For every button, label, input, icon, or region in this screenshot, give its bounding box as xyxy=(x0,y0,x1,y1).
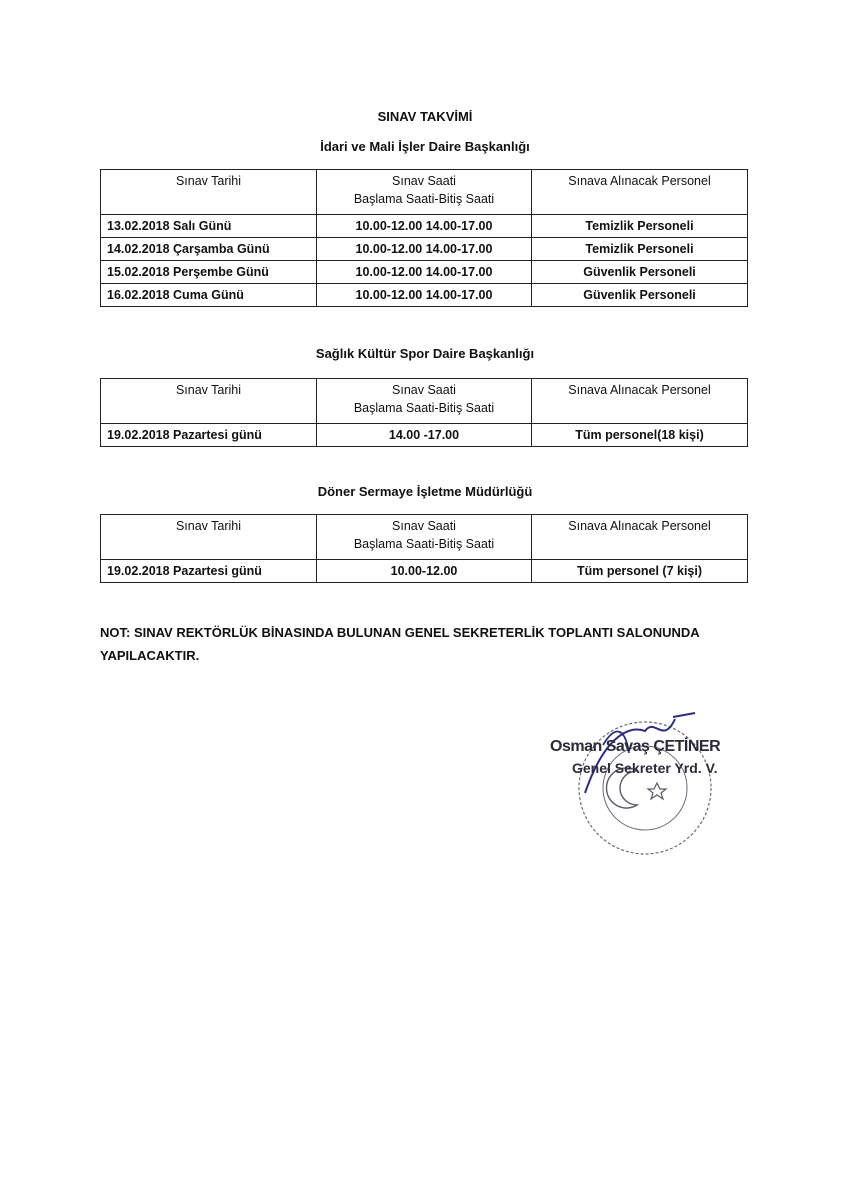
cell-time: 10.00-12.00 14.00-17.00 xyxy=(317,215,532,238)
signatory-name: Osman Savaş ÇETİNER xyxy=(550,738,721,755)
column-header-time xyxy=(317,515,532,560)
table-header-row xyxy=(101,379,748,424)
section-heading-idari: İdari ve Mali İşler Daire Başkanlığı xyxy=(320,139,530,154)
signatory-role: Genel Sekreter Yrd. V. xyxy=(572,760,718,776)
column-header-time-line1: Sınav Saati xyxy=(392,174,456,188)
table-header-row xyxy=(101,515,748,560)
column-header-time-line2: Başlama Saati-Bitiş Saati xyxy=(353,537,495,551)
cell-date: 15.02.2018 Perşembe Günü xyxy=(101,261,317,284)
schedule-table-idari xyxy=(100,169,748,307)
cell-staff: Temizlik Personeli xyxy=(532,238,748,261)
column-header-time xyxy=(317,170,532,215)
cell-staff: Temizlik Personeli xyxy=(532,215,748,238)
table-header-row xyxy=(101,170,748,215)
exam-location-note xyxy=(100,621,740,667)
schedule-table-saglik xyxy=(100,378,748,447)
cell-date: 19.02.2018 Pazartesi günü xyxy=(101,424,317,447)
cell-time: 10.00-12.00 14.00-17.00 xyxy=(317,238,532,261)
table-row xyxy=(101,215,748,238)
cell-staff: Güvenlik Personeli xyxy=(532,284,748,307)
section-heading-saglik: Sağlık Kültür Spor Daire Başkanlığı xyxy=(315,346,535,361)
column-header-date: Sınav Tarihi xyxy=(101,515,317,560)
cell-date: 19.02.2018 Pazartesi günü xyxy=(101,560,317,583)
note-line-2: YAPILACAKTIR. xyxy=(100,648,200,663)
table-row xyxy=(101,261,748,284)
official-stamp-icon xyxy=(545,705,745,875)
cell-date: 13.02.2018 Salı Günü xyxy=(101,215,317,238)
table-row xyxy=(101,560,748,583)
section-heading-doner: Döner Sermaye İşletme Müdürlüğü xyxy=(317,484,533,499)
table-row xyxy=(101,424,748,447)
document-title: SINAV TAKVİMİ xyxy=(377,109,473,124)
column-header-staff: Sınava Alınacak Personel xyxy=(532,170,748,215)
column-header-staff: Sınava Alınacak Personel xyxy=(532,515,748,560)
table-row xyxy=(101,238,748,261)
column-header-time-line2: Başlama Saati-Bitiş Saati xyxy=(353,401,495,415)
cell-staff: Güvenlik Personeli xyxy=(532,261,748,284)
column-header-time-line1: Sınav Saati xyxy=(392,519,456,533)
note-line-1: NOT: SINAV REKTÖRLÜK BİNASINDA BULUNAN GENEL SEKRETERLİK TOPLANTI SALONUNDA xyxy=(100,625,700,640)
stamp-inner-ring xyxy=(603,746,687,830)
cell-staff: Tüm personel (7 kişi) xyxy=(532,560,748,583)
column-header-date: Sınav Tarihi xyxy=(101,170,317,215)
signature-block xyxy=(545,705,745,875)
column-header-time-line2: Başlama Saati-Bitiş Saati xyxy=(353,192,495,206)
column-header-staff: Sınava Alınacak Personel xyxy=(532,379,748,424)
schedule-table-doner xyxy=(100,514,748,583)
star-icon xyxy=(648,783,666,799)
cell-date: 16.02.2018 Cuma Günü xyxy=(101,284,317,307)
cell-time: 10.00-12.00 14.00-17.00 xyxy=(317,261,532,284)
cell-time: 10.00-12.00 14.00-17.00 xyxy=(317,284,532,307)
cell-time: 14.00 -17.00 xyxy=(317,424,532,447)
cell-date: 14.02.2018 Çarşamba Günü xyxy=(101,238,317,261)
column-header-date: Sınav Tarihi xyxy=(101,379,317,424)
column-header-time-line1: Sınav Saati xyxy=(392,383,456,397)
column-header-time xyxy=(317,379,532,424)
cell-time: 10.00-12.00 xyxy=(317,560,532,583)
cell-staff: Tüm personel(18 kişi) xyxy=(532,424,748,447)
table-row xyxy=(101,284,748,307)
